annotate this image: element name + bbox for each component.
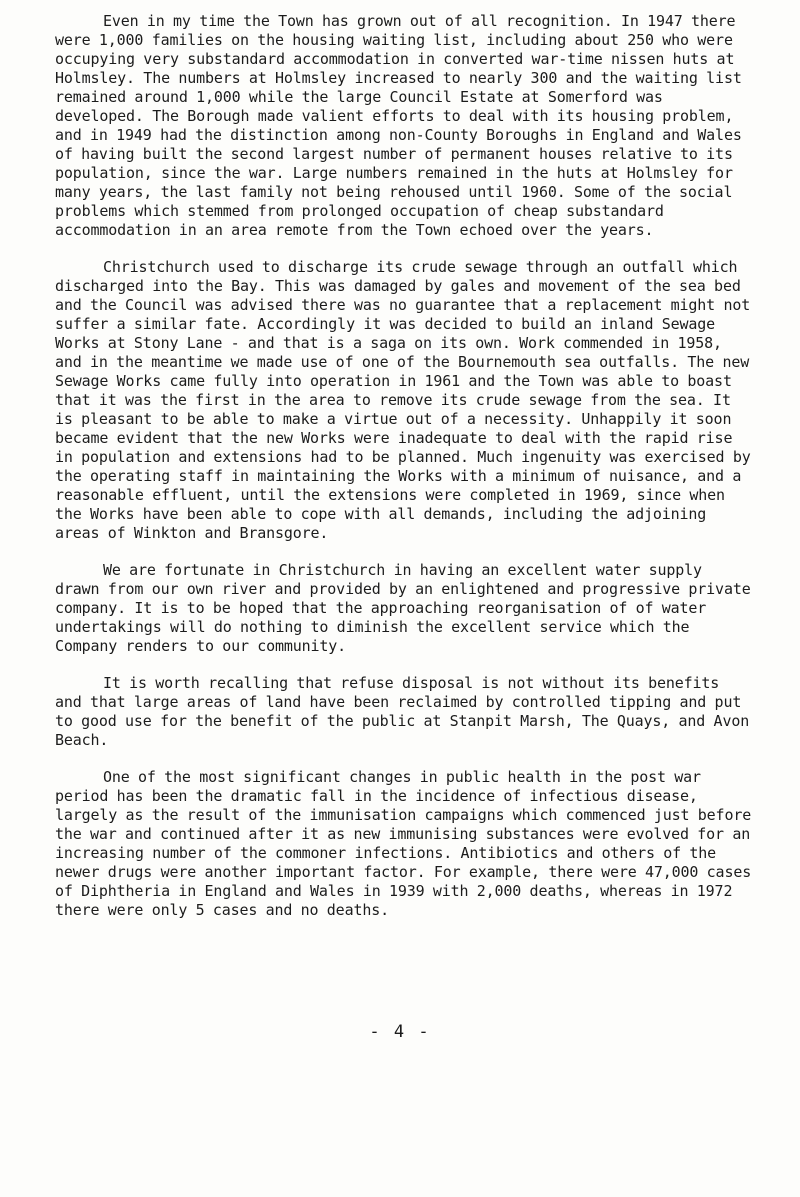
- paragraph-refuse-disposal: It is worth recalling that refuse disposal is not without its benefits and that large areas of land have been reclaimed by controlled tipping and put to good use for the benefit of the public at Stanpit Marsh, The Quays, and Avon Beach.: [55, 674, 750, 749]
- paragraph-water-supply: We are fortunate in Christchurch in having an excellent water supply drawn from our own river and provided by an enlightened and progressive private company. It is to be hoped that the approaching reorganisation of of water undertakings will do nothing to diminish the excellent service which the Company renders to our community.: [55, 561, 751, 655]
- paragraph-sewage: Christchurch used to discharge its crude sewage through an outfall which discharged into the Bay. This was damaged by gales and movement of the sea bed and the Council was advised there was no guarantee that a replacement might not suffer a similar fate. Accordingly it was decided to build an inland Sewage Works at Stony Lane - and that is a saga on its own. Work commended in 1958, and in the meantime we made use of one of the Bournemouth sea outfalls. The new Sewage Works came fully into operation in 1961 and the Town was able to boast that it was the first in the area to remove its crude sewage from the sea. It is pleasant to be able to make a virtue out of a necessity. Unhappily it soon became evident that the new Works were inadequate to deal with the rapid rise in population and extensions had to be planned. Much ingenuity was exercised by the operating staff in maintaining the Works with a minimum of nuisance, and a reasonable effluent, until the extensions were completed in 1969, since when the Works have been able to cope with all demands, including the adjoining areas of Winkton and Bransgore.: [55, 258, 751, 542]
- page-number: - 4 -: [369, 1022, 431, 1042]
- paragraph-housing: Even in my time the Town has grown out of all recognition. In 1947 there were 1,000 families on the housing waiting list, including about 250 who were occupying very substandard accommodation in converted war-time nissen huts at Holmsley. The numbers at Holmsley increased to nearly 300 and the waiting list remained around 1,000 while the large Council Estate at Somerford was developed. The Borough made valient efforts to deal with its housing problem, and in 1949 had the distinction among non-County Boroughs in England and Wales of having built the second largest number of permanent houses relative to its population, since the war. Large numbers remained in the huts at Holmsley for many years, the last family not being rehoused until 1960. Some of the social problems which stemmed from prolonged occupation of cheap substandard accommodation in an area remote from the Town echoed over the years.: [55, 12, 742, 239]
- paragraph-public-health: One of the most significant changes in public health in the post war period has been the dramatic fall in the incidence of infectious disease, largely as the result of the immunisation campaigns which commenced just before the war and continued after it as new immunising substances were evolved for an increasing number of the commoner infections. Antibiotics and others of the newer drugs were another important factor. For example, there were 47,000 cases of Diphtheria in England and Wales in 1939 with 2,000 deaths, whereas in 1972 there were only 5 cases and no deaths.: [55, 768, 752, 919]
